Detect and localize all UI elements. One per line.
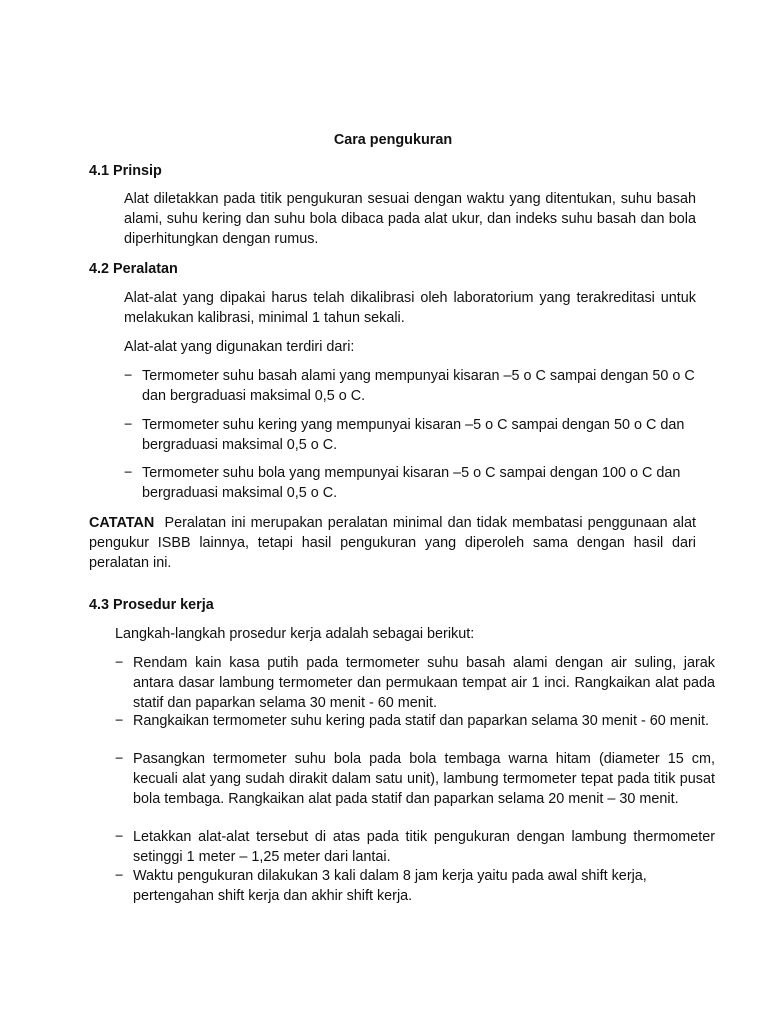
- bullet-dash: −: [124, 465, 133, 481]
- page-title: Cara pengukuran: [333, 132, 453, 148]
- list-item-text: Pasangkan termometer suhu bola pada bola tembaga warna hitam (diameter 15 cm, kecuali alat yang sudah dirakit dalam satu unit), lambung termometer tepat pada titik pusat bola tembaga. Rangkaikan alat pada statif dan paparkan selama 20 menit – 30 menit.: [133, 751, 715, 807]
- list-item-text: Letakkan alat-alat tersebut di atas pada titik pengukuran dengan lambung thermometer setinggi 1 meter – 1,25 meter dari lantai.: [133, 829, 715, 865]
- list-item: [115, 867, 715, 907]
- section-heading-prosedur-kerja: 4.3 Prosedur kerja: [89, 597, 214, 613]
- bullet-dash: −: [115, 655, 124, 671]
- bullet-dash: −: [115, 751, 124, 767]
- bullet-dash: −: [124, 368, 133, 384]
- bullet-dash: −: [115, 829, 124, 845]
- list-item-text: Termometer suhu kering yang mempunyai kisaran –5 o C sampai dengan 50 o C dan bergraduasi maksimal 0,5 o C.: [142, 417, 685, 453]
- list-item-text: Rangkaikan termometer suhu kering pada statif dan paparkan selama 30 menit - 60 menit.: [133, 713, 709, 729]
- list-item: [124, 367, 712, 407]
- list-item: [124, 416, 702, 456]
- list-item-text: Termometer suhu bola yang mempunyai kisaran –5 o C sampai dengan 100 o C dan bergraduasi maksimal 0,5 o C.: [142, 465, 681, 501]
- list-item: [115, 654, 715, 713]
- note-text: Peralatan ini merupakan peralatan minimal dan tidak membatasi penggunaan alat pengukur ISBB lainnya, tetapi hasil pengukuran yang diperoleh sama dengan hasil dari peralatan ini.: [89, 515, 696, 571]
- bullet-dash: −: [115, 868, 124, 884]
- note-paragraph: [89, 514, 696, 573]
- section-heading-prinsip: 4.1 Prinsip: [89, 163, 162, 179]
- prosedur-paragraph: Langkah-langkah prosedur kerja adalah sebagai berikut:: [115, 626, 475, 642]
- peralatan-paragraph-2: Alat-alat yang digunakan terdiri dari:: [124, 339, 355, 355]
- list-item-text: Termometer suhu basah alami yang mempunyai kisaran –5 o C sampai dengan 50 o C dan bergraduasi maksimal 0,5 o C.: [142, 368, 695, 404]
- list-item-text: Waktu pengukuran dilakukan 3 kali dalam 8 jam kerja yaitu pada awal shift kerja, pertengahan shift kerja dan akhir shift kerja.: [133, 868, 647, 904]
- list-item-text: Rendam kain kasa putih pada termometer suhu basah alami dengan air suling, jarak antara dasar lambung termometer dan permukaan tempat air 1 inci. Rangkaikan alat pada statif dan paparkan selama 30 menit - 60 menit.: [133, 655, 715, 711]
- peralatan-paragraph-1: Alat-alat yang dipakai harus telah dikalibrasi oleh laboratorium yang terakreditasi untuk melakukan kalibrasi, minimal 1 tahun sekali.: [124, 290, 696, 326]
- bullet-dash: −: [124, 417, 133, 433]
- list-item: [115, 750, 715, 809]
- prinsip-paragraph: Alat diletakkan pada titik pengukuran sesuai dengan waktu yang ditentukan, suhu basah alami, suhu kering dan suhu bola dibaca pada alat ukur, dan indeks suhu basah dan bola diperhitungkan dengan rumus.: [124, 191, 696, 247]
- section-heading-peralatan: 4.2 Peralatan: [89, 261, 178, 277]
- note-label: CATATAN: [89, 515, 155, 531]
- list-item: [115, 828, 715, 868]
- list-item: [115, 712, 715, 732]
- list-item: [124, 464, 712, 504]
- bullet-dash: −: [115, 713, 124, 729]
